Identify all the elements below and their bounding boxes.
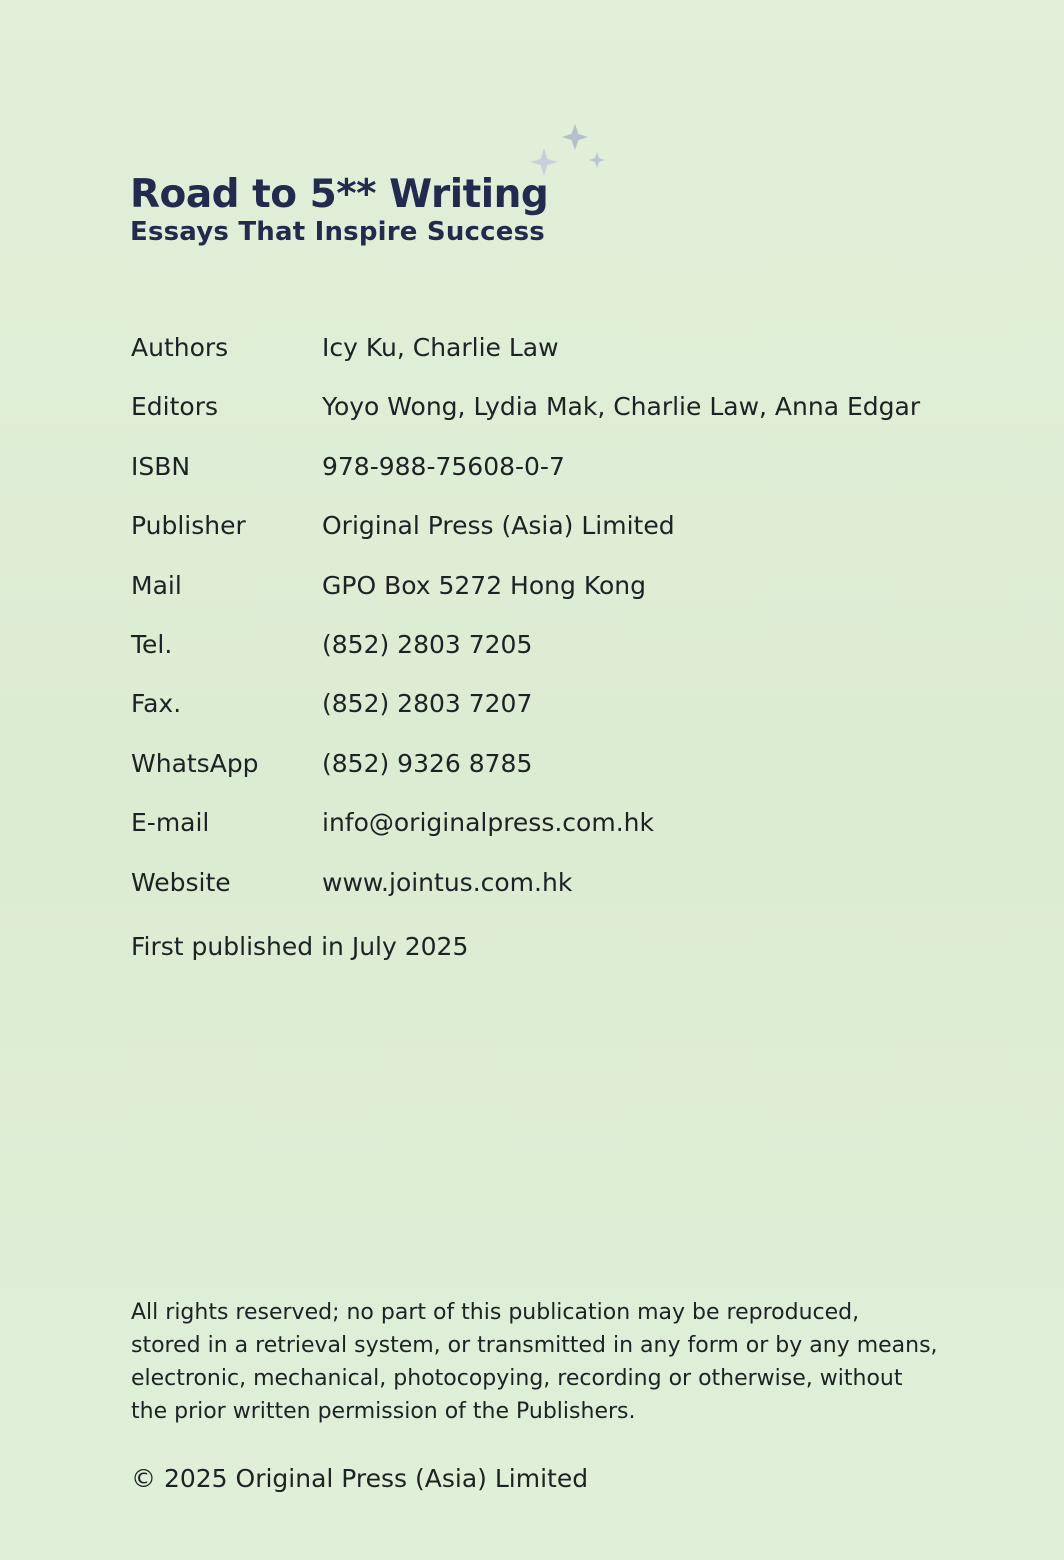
detail-row-website: [131, 865, 951, 924]
detail-value: (852) 2803 7207: [322, 689, 533, 719]
detail-value: Yoyo Wong, Lydia Mak, Charlie Law, Anna Edgar: [322, 392, 921, 422]
detail-value: info@originalpress.com.hk: [322, 808, 654, 838]
detail-row-tel: [131, 627, 951, 686]
detail-value: www.jointus.com.hk: [322, 867, 573, 897]
detail-row-mail: [131, 568, 951, 627]
detail-row-fax: [131, 686, 951, 745]
first-published-note: First published in July 2025: [131, 932, 469, 961]
copyright-notice: © 2025 Original Press (Asia) Limited: [131, 1464, 589, 1493]
detail-row-publisher: [131, 508, 951, 567]
detail-label: Publisher: [131, 511, 246, 541]
detail-label: E-mail: [131, 808, 210, 838]
detail-row-authors: [131, 330, 951, 389]
detail-label: Website: [131, 867, 231, 897]
rights-statement: [131, 1296, 951, 1428]
book-subtitle: Essays That Inspire Success: [130, 217, 545, 247]
detail-label: WhatsApp: [131, 748, 259, 778]
detail-value: GPO Box 5272 Hong Kong: [322, 570, 646, 600]
detail-value: 978-988-75608-0-7: [322, 451, 565, 481]
detail-label: Fax.: [131, 689, 182, 719]
book-title: Road to 5** Writing: [130, 172, 549, 217]
rights-line: All rights reserved; no part of this publication may be reproduced,: [131, 1300, 860, 1325]
rights-line: electronic, mechanical, photocopying, recording or otherwise, without: [131, 1366, 903, 1391]
detail-label: Editors: [131, 392, 219, 422]
detail-value: (852) 9326 8785: [322, 748, 533, 778]
detail-value: Icy Ku, Charlie Law: [322, 333, 559, 362]
detail-value: (852) 2803 7205: [322, 629, 533, 659]
detail-label: ISBN: [131, 451, 191, 481]
detail-label: Authors: [131, 333, 229, 362]
detail-label: Tel.: [131, 629, 173, 659]
detail-value: Original Press (Asia) Limited: [322, 511, 675, 541]
rights-line: stored in a retrieval system, or transmitted in any form or by any means,: [131, 1333, 938, 1358]
detail-row-editors: [131, 389, 951, 448]
detail-row-whatsapp: [131, 746, 951, 805]
detail-row-isbn: [131, 449, 951, 508]
detail-label: Mail: [131, 570, 182, 600]
publication-details: [131, 330, 951, 924]
rights-line: the prior written permission of the Publishers.: [131, 1399, 636, 1424]
detail-row-email: [131, 805, 951, 864]
